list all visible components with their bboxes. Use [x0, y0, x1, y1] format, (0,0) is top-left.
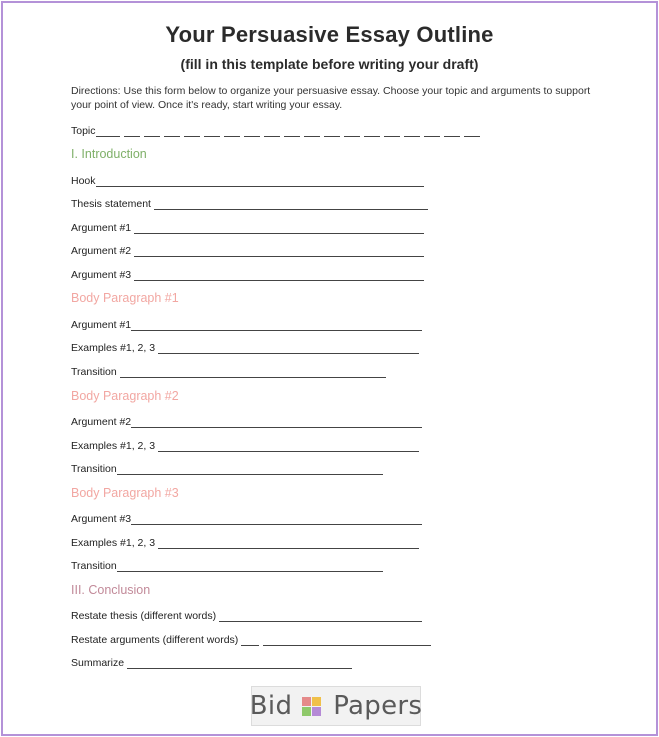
body3-examples-label: Examples #1, 2, 3	[71, 537, 156, 549]
directions-text: Directions: Use this form below to organize your persuasive essay. Choose your topic and arguments to support your point of view. Once it's ready, start writing your essay.	[71, 85, 591, 111]
section-heading-body-2: Body Paragraph #2	[71, 389, 179, 403]
body1-transition-field[interactable]	[71, 364, 386, 378]
body1-transition-label: Transition	[71, 366, 117, 378]
body2-transition-label: Transition	[71, 463, 117, 475]
thesis-statement-label: Thesis statement	[71, 198, 151, 210]
section-heading-introduction: I. Introduction	[71, 147, 147, 161]
body1-examples-field[interactable]	[71, 340, 419, 354]
body3-transition-field[interactable]	[71, 558, 383, 572]
body1-argument-field[interactable]	[71, 317, 422, 331]
body1-argument-label: Argument #1	[71, 319, 132, 331]
restate-thesis-field[interactable]	[71, 608, 422, 622]
section-heading-conclusion: III. Conclusion	[71, 583, 151, 597]
restate-arguments-label: Restate arguments (different words)	[71, 634, 239, 646]
intro-argument-3-label: Argument #3	[71, 269, 132, 281]
intro-argument-2-label: Argument #2	[71, 245, 132, 257]
intro-argument-2-field[interactable]	[71, 243, 424, 257]
thesis-statement-field[interactable]	[71, 196, 428, 210]
summarize-label: Summarize	[71, 657, 125, 669]
bidpapers-logo	[251, 686, 421, 726]
intro-argument-1-label: Argument #1	[71, 222, 132, 234]
logo-squares-icon	[302, 697, 321, 716]
logo-word-bid: Bid	[249, 691, 293, 721]
restate-arguments-field[interactable]	[71, 632, 431, 646]
body3-transition-label: Transition	[71, 560, 117, 572]
body2-argument-label: Argument #2	[71, 416, 132, 428]
summarize-field[interactable]	[71, 655, 352, 669]
page-subtitle: (fill in this template before writing your draft)	[180, 56, 479, 72]
body2-examples-field[interactable]	[71, 438, 419, 452]
body3-examples-field[interactable]	[71, 535, 419, 549]
topic-label: Topic	[71, 125, 96, 137]
body3-argument-label: Argument #3	[71, 513, 132, 525]
intro-argument-1-field[interactable]	[71, 220, 424, 234]
logo-word-papers: Papers	[333, 691, 423, 721]
restate-thesis-label: Restate thesis (different words)	[71, 610, 217, 622]
hook-label: Hook	[71, 175, 96, 187]
body2-argument-field[interactable]	[71, 414, 422, 428]
hook-field[interactable]	[71, 173, 424, 187]
intro-argument-3-field[interactable]	[71, 267, 424, 281]
body2-examples-label: Examples #1, 2, 3	[71, 440, 156, 452]
section-heading-body-3: Body Paragraph #3	[71, 486, 179, 500]
body2-transition-field[interactable]	[71, 461, 383, 475]
body3-argument-field[interactable]	[71, 511, 422, 525]
body1-examples-label: Examples #1, 2, 3	[71, 342, 156, 354]
page-title: Your Persuasive Essay Outline	[165, 22, 494, 47]
topic-field[interactable]	[71, 123, 484, 137]
section-heading-body-1: Body Paragraph #1	[71, 291, 179, 305]
